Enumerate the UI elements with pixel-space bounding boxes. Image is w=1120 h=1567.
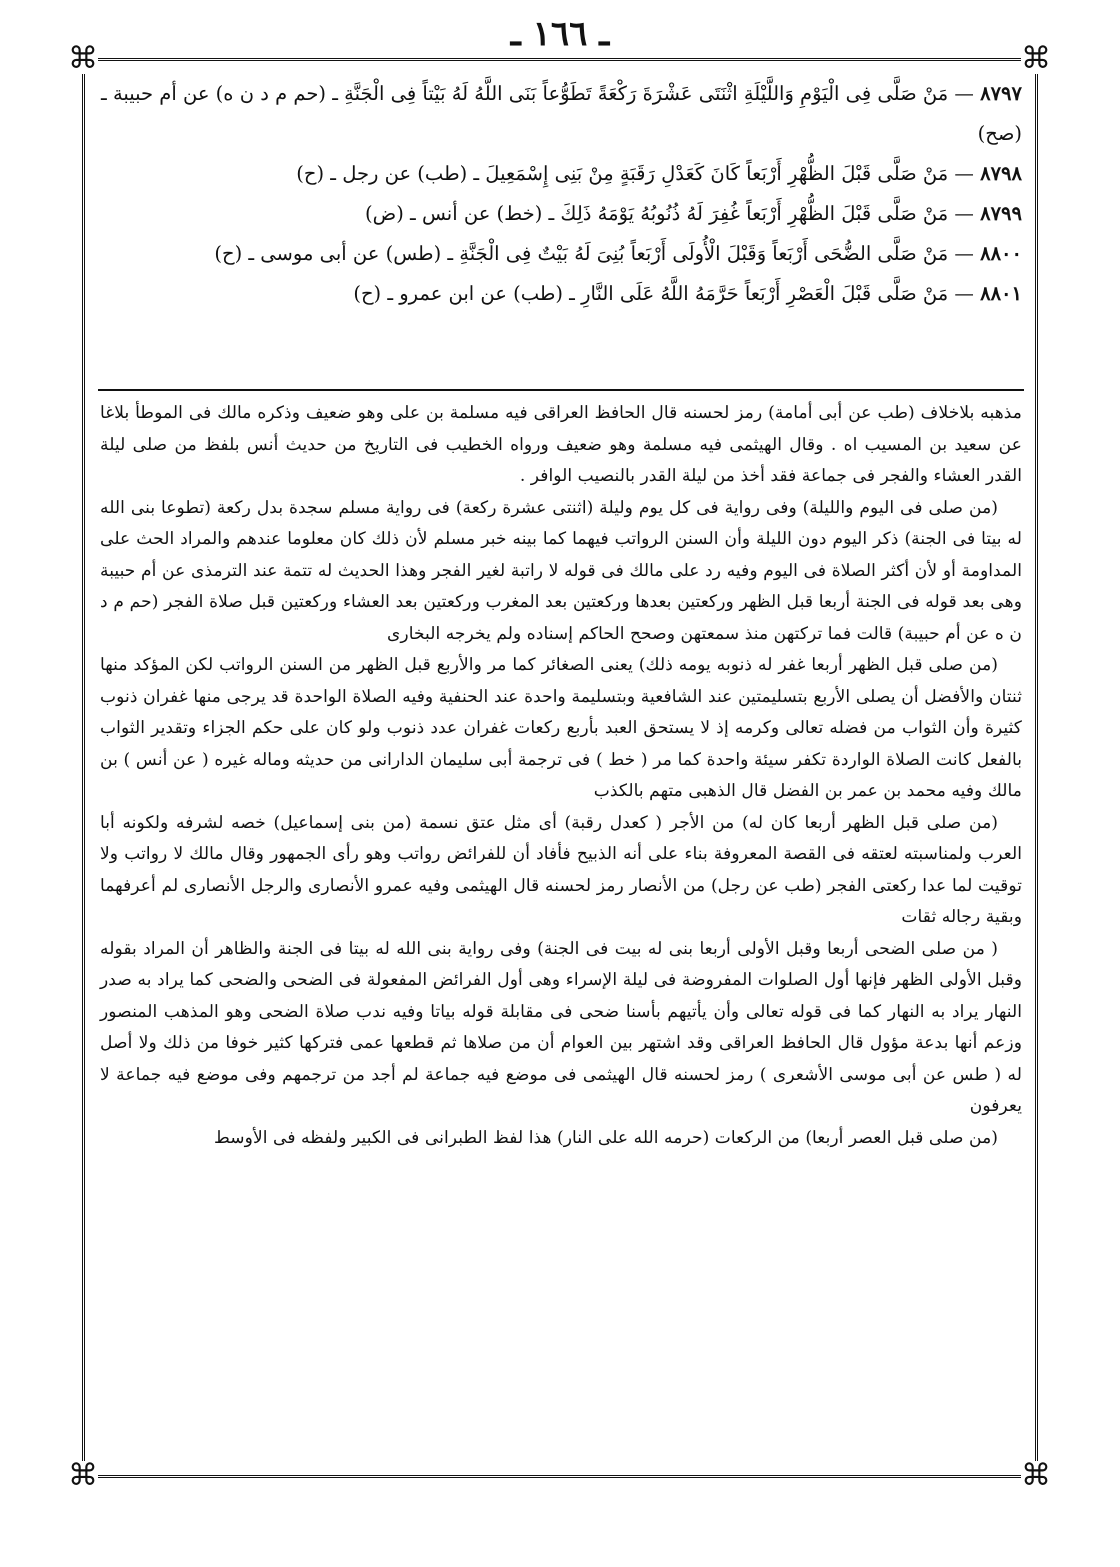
frame-left-border — [82, 58, 85, 1478]
section-divider — [98, 389, 1024, 391]
commentary — [100, 398, 1022, 1154]
hadith-text: — مَنْ صَلَّى قَبْلَ الْعَصْرِ أَرْبَعاً حَرَّمَهُ اللَّهُ عَلَى النَّارِ ـ (طب) عن ابن عمرو ـ (ح) — [353, 282, 974, 305]
corner-ornament-icon: ⌘ — [1021, 1458, 1051, 1493]
hadith-text: — مَنْ صَلَّى فِى الْيَوْمِ وَاللَّيْلَةِ اثْنَتَى عَشْرَةَ رَكْعَةً تَطَوُّعاً بَنَى اللَّهُ لَهُ بَيْتاً فِى الْجَنَّةِ ـ (حم م د ن ه) عن أم حبيبة ـ (صح) — [101, 82, 1022, 145]
hadith-text: — مَنْ صَلَّى الضُّحَى أَرْبَعاً وَقَبْلَ الْأُولَى أَرْبَعاً بُنِىَ لَهُ بَيْتٌ فِى الْجَنَّةِ ـ (طس) عن أبى موسى ـ (ح) — [214, 242, 974, 265]
commentary-paragraph: ( من صلى الضحى أربعا وقبل الأولى أربعا بنى له بيت فى الجنة) وفى رواية بنى الله له بيتا فى الجنة والظاهر أن المراد بقوله وقبل الأولى الظهر فإنها أول الصلوات المفروضة فى ليلة الإسراء وهى أول الفرائض المفعولة فى الضحى والضحى كما يراد به صدر النهار يراد به النهار كما فى قوله تعالى وأن يأتيهم بأسنا ضحى فى مقابلة قوله بياتا وفيه ندب صلاة الضحى وهو المذهب المنصور وزعم أنها بدعة مؤول قال الحافظ العراقى وقد اشتهر بين العوام أن من صلاها ثم قطعها عمى فتركها كثير خوفا من ذلك ولا أصل له ( طس عن أبى موسى الأشعرى ) رمز لحسنه قال الهيثمى فى موضع فيه جماعة لم أجد من ترجمهم وفى موضع فيه جماعة لا يعرفون — [100, 938, 1022, 1116]
corner-ornament-icon: ⌘ — [1021, 41, 1051, 76]
frame-bottom-border — [82, 1475, 1038, 1478]
hadith-number: ٨٨٠٠ — [980, 242, 1022, 265]
frame-right-border — [1035, 58, 1038, 1478]
hadith-item — [100, 234, 1022, 274]
hadith-number: ٨٧٩٨ — [980, 162, 1022, 185]
corner-ornament-icon: ⌘ — [68, 41, 98, 76]
hadith-item — [100, 194, 1022, 234]
hadith-list — [100, 74, 1022, 314]
frame-top-border — [82, 58, 1038, 61]
page-number: ـ ١٦٦ ـ — [510, 14, 610, 54]
commentary-paragraph: (من صلى قبل العصر أربعا) من الركعات (حرمه الله على النار) هذا لفظ الطبرانى فى الكبير ولفظه فى الأوسط — [213, 1127, 998, 1148]
hadith-number: ٨٧٩٩ — [980, 202, 1022, 225]
hadith-number: ٨٧٩٧ — [980, 82, 1022, 105]
corner-ornament-icon: ⌘ — [68, 1458, 98, 1493]
commentary-paragraph: (من صلى قبل الظهر أربعا كان له) من الأجر ( كعدل رقبة) أى مثل عتق نسمة (من بنى إسماعيل) خصه لشرفه ولكونه أبا العرب ولمناسبته لعتقه فى القصة المعروفة بناء على أنه الذبيح فأفاد أن للفرائض رواتب وهو رأى الجمهور وقال مالك لا رواتب ولا توقيت لما عدا ركعتى الفجر (طب عن رجل) من الأنصار رمز لحسنه قال الهيثمى وفيه عمرو الأنصارى والرجل الأنصارى لم أعرفهما وبقية رجاله ثقات — [100, 812, 1022, 927]
commentary-paragraph: مذهبه بلاخلاف (طب عن أبى أمامة) رمز لحسنه قال الحافظ العراقى فيه مسلمة بن على وهو ضعيف وذكره مالك فى الموطأ بلاغا عن سعيد بن المسيب اه . وقال الهيثمى فيه مسلمة وهو ضعيف ورواه الخطيب فى التاريخ من حديث أنس بلفظ من صلى ليلة القدر العشاء والفجر فى جماعة فقد أخذ من ليلة القدر بالنصيب الوافر . — [100, 403, 1022, 486]
commentary-paragraph: (من صلى فى اليوم والليلة) وفى رواية فى كل يوم وليلة (اثنتى عشرة ركعة) فى رواية مسلم سجدة بدل ركعة (تطوعا بنى الله له بيتا فى الجنة) ذكر اليوم دون الليلة وأن السنن الرواتب فيهما كما بينه خبر مسلم لأن ذلك كان معلوما عندهم والمراد الحث على المداومة أو لأن أكثر الصلاة فى اليوم وفيه رد على مالك فى قوله لا راتبة لغير الفجر وهذا الحديث له تتمة عند الترمذى عن أم حبيبة وهى بعد قوله فى الجنة أربعا قبل الظهر وركعتين بعدها وركعتين بعد المغرب وركعتين بعد العشاء وركعتين قبل صلاة الفجر (حم م د ن ه عن أم حبيبة) قالت فما تركتهن منذ سمعتهن وصحح الحاكم إسناده ولم يخرجه البخارى — [100, 497, 1023, 644]
hadith-item — [100, 74, 1022, 154]
hadith-text: — مَنْ صَلَّى قَبْلَ الظُّهْرِ أَرْبَعاً غُفِرَ لَهُ ذُنُوبُهُ يَوْمَهُ ذَلِكَ ـ (خط) عن أنس ـ (ض) — [365, 202, 974, 225]
hadith-text: — مَنْ صَلَّى قَبْلَ الظُّهْرِ أَرْبَعاً كَانَ كَعَدْلِ رَقَبَةٍ مِنْ بَنِى إِسْمَعِيلَ ـ (طب) عن رجل ـ (ح) — [296, 162, 974, 185]
commentary-paragraph: (من صلى قبل الظهر أربعا غفر له ذنوبه يومه ذلك) يعنى الصغائر كما مر والأربع قبل الظهر من السنن الرواتب لكن المؤكد منها ثنتان والأفضل أن يصلى الأربع بتسليمتين عند الشافعية وبتسليمة واحدة عند الحنفية وفيه الصلاة الواحدة قد يرجى منها غفران ذنوب كثيرة وأن الثواب من فضله تعالى وكرمه إذ لا يستحق العبد بأربع ركعات غفران عدد ذنوب ولو كان على حكم الجزاء وتقدير الثواب بالفعل كانت الصلاة الواردة تكفر سيئة واحدة كما مر ( خط ) فى ترجمة أبى سليمان الدارانى من حديثه وماله غيره ( عن أنس ) بن مالك وفيه محمد بن عمر بن الفضل قال الذهبى متهم بالكذب — [100, 655, 1022, 801]
hadith-number: ٨٨٠١ — [980, 282, 1022, 305]
hadith-item — [100, 154, 1022, 194]
hadith-item — [100, 274, 1022, 314]
